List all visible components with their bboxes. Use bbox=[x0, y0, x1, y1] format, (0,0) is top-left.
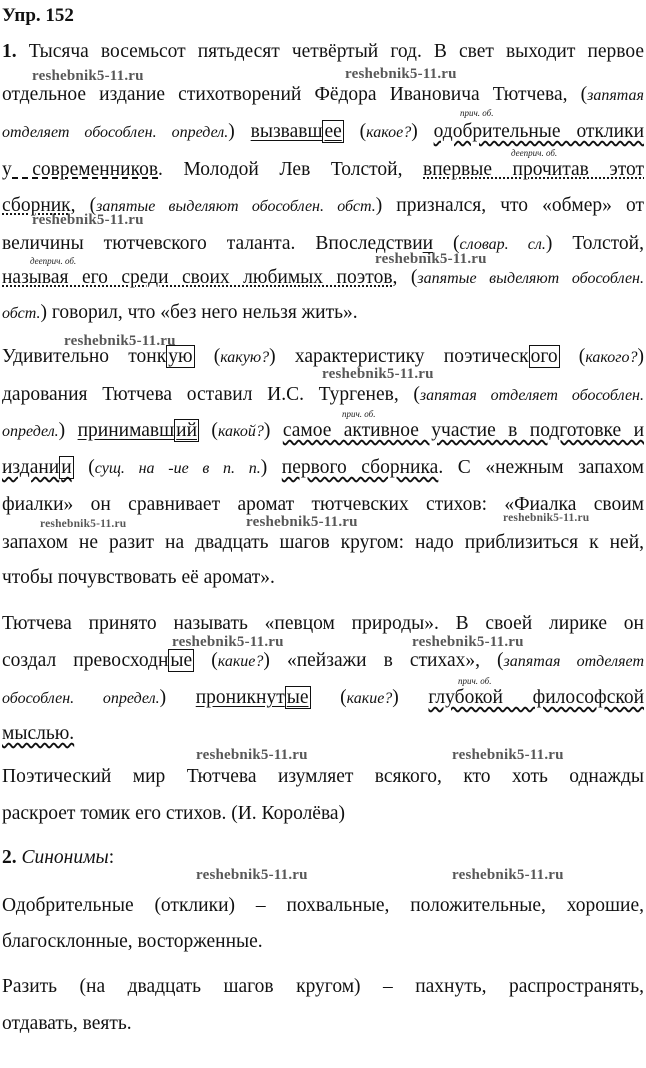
paragraph-line: Тютчева принято называть «певцом природы». В своей лирике он bbox=[2, 613, 644, 634]
participle: принимавш ий bbox=[77, 420, 198, 441]
ending-box: ые bbox=[286, 687, 309, 708]
paragraph-line: издани и (сущ. на -ие в п. п.) первого сборника. С «нежным запахом bbox=[2, 457, 645, 478]
paragraph-line: Разить (на двадцать шагов кругом) – пахнуть, распространять, bbox=[2, 976, 644, 997]
annotation-deeprich: дееприч. об. bbox=[511, 148, 558, 158]
paragraph-line: отдавать, веять. bbox=[2, 1013, 132, 1034]
watermark: reshebnik5-11.ru bbox=[64, 333, 176, 349]
paragraph-line: создал превосходн ые (какие?) «пейзажи в стихах», (запятая отделяет bbox=[2, 650, 644, 671]
annotation-prich: прич. об. bbox=[342, 409, 376, 419]
paragraph-line: обособлен. определ.) проникнут ые (какие?) глубокой философской bbox=[2, 687, 645, 708]
paragraph-line: фиалки» он сравнивает аромат тютчевских стихов: «Фиалка своим bbox=[2, 494, 644, 515]
paragraph-line: чтобы почувствовать её аромат». bbox=[2, 567, 275, 588]
ending-box: ее bbox=[324, 121, 342, 142]
paragraph-line: сборник, (запятые выделяют обособлен. обст.) признался, что «обмер» от bbox=[2, 195, 644, 216]
participle: вызвавш ее bbox=[250, 121, 342, 142]
paragraph-line: отделяет обособлен. определ.) вызвавш ее (какое?) одобрительные отклики bbox=[2, 121, 645, 142]
annotation-prich: прич. об. bbox=[460, 108, 494, 118]
paragraph-line: отдельное издание стихотворений Фёдора Ивановича Тютчева, (запятая bbox=[2, 84, 644, 105]
paragraph-line: называя его среди своих любимых поэтов, (запятые выделяют обособлен. bbox=[2, 267, 644, 288]
watermark: reshebnik5-11.ru bbox=[196, 867, 308, 883]
paragraph-line: Удивительно тонк ую (какую?) характеристику поэтическ ого (какого?) bbox=[2, 346, 645, 367]
section-number: 1. bbox=[2, 41, 17, 62]
watermark: reshebnik5-11.ru bbox=[32, 68, 144, 84]
annotation-deeprich: дееприч. об. bbox=[30, 256, 77, 266]
section-heading: 2. Синонимы: bbox=[2, 847, 115, 868]
watermark: reshebnik5-11.ru bbox=[412, 634, 524, 650]
paragraph-line: обст.) говорил, что «без него нельзя жить». bbox=[2, 302, 358, 323]
paragraph-line: величины тютчевского таланта. Впоследствии (словар. сл.) Толстой, bbox=[2, 233, 644, 254]
paragraph-line: 1. Тысяча восемьсот пятьдесят четвёртый год. В свет выходит первое bbox=[2, 41, 644, 62]
paragraph-line: Одобрительные (отклики) – похвальные, положительные, хорошие, bbox=[2, 895, 644, 916]
participle: проникнут ые bbox=[195, 687, 309, 708]
paragraph-line: запахом не разит на двадцать шагов кругом: надо приблизиться к ней, bbox=[2, 532, 644, 553]
paragraph-line: у современников. Молодой Лев Толстой, впервые прочитав этот bbox=[2, 159, 645, 180]
watermark: reshebnik5-11.ru bbox=[452, 747, 564, 763]
watermark: reshebnik5-11.ru bbox=[40, 518, 127, 530]
watermark: reshebnik5-11.ru bbox=[503, 512, 590, 524]
ending-box: ого bbox=[530, 346, 558, 367]
watermark: reshebnik5-11.ru bbox=[32, 212, 144, 228]
section-number: 2. bbox=[2, 847, 17, 868]
watermark: reshebnik5-11.ru bbox=[246, 514, 358, 530]
annotation-prich: прич. об. bbox=[458, 676, 492, 686]
exercise-title: Упр. 152 bbox=[2, 5, 74, 26]
watermark: reshebnik5-11.ru bbox=[452, 867, 564, 883]
ending-box: ий bbox=[176, 420, 198, 441]
paragraph-line: мыслью. bbox=[2, 723, 75, 744]
watermark: reshebnik5-11.ru bbox=[322, 366, 434, 382]
ending-box: и bbox=[61, 457, 72, 478]
paragraph-line: раскроет томик его стихов. (И. Королёва) bbox=[2, 803, 346, 824]
watermark: reshebnik5-11.ru bbox=[375, 251, 487, 267]
paragraph-line: определ.) принимавш ий (какой?) самое активное участие в подготовке и bbox=[2, 420, 645, 441]
ending-box: ые bbox=[170, 650, 193, 671]
paragraph-line: дарования Тютчева оставил И.С. Тургенев, (запятая отделяет обособлен. bbox=[2, 384, 644, 405]
watermark: reshebnik5-11.ru bbox=[196, 747, 308, 763]
watermark: reshebnik5-11.ru bbox=[172, 634, 284, 650]
paragraph-line: благосклонные, восторженные. bbox=[2, 931, 263, 952]
ending-box: ую bbox=[168, 346, 193, 367]
watermark: reshebnik5-11.ru bbox=[345, 66, 457, 82]
paragraph-line: Поэтический мир Тютчева изумляет всякого, кто хоть однажды bbox=[2, 766, 644, 787]
